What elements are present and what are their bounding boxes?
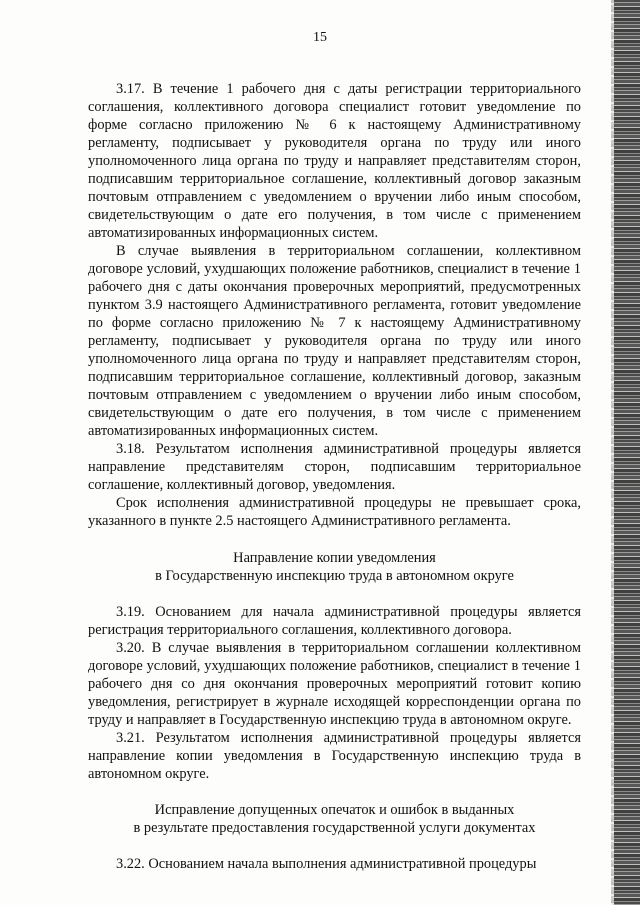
document-body [88,80,581,873]
paragraph-case: В случае выявления в территориальном соглашении, коллективном договоре условий, ухудшающих положение работников, специалист в течение 1 рабочего дня с даты окончания проверочных мероприятий, предусмотренных пунктом 3.9 настоящего Административного регламента, готовит уведомление по форме согласно приложению № 7 к настоящему Административному регламенту, подписывает у руководителя органа по труду или иного уполномоченного лица органа по труду и направляет представителям сторон, подписавшим территориальное соглашение, коллективный договор, заказным почтовым отправлением с уведомлением о вручении либо иным способом, свидетельствующим о дате его получения, в том числе с применением автоматизированных информационных систем. [88,243,581,439]
section-heading-2-line-1: Исправление допущенных опечаток и ошибок в выданных [154,802,515,818]
paragraph-3-21: 3.21. Результатом исполнения административной процедуры является направление копии уведомления в Государственную инспекцию труда в автономном округе. [88,730,581,782]
section-heading-line-1: Направление копии уведомления [233,550,436,566]
paragraph-term: Срок исполнения административной процедуры не превышает срока, указанного в пункте 2.5 настоящего Административного регламента. [88,495,581,529]
paragraph-3-22: 3.22. Основанием начала выполнения административной процедуры [116,856,537,872]
paragraph-3-19: 3.19. Основанием для начала административной процедуры является регистрация территориального соглашения, коллективного договора. [88,604,581,638]
page-number: 15 [313,30,327,45]
section-heading-line-2: в Государственную инспекцию труда в автономном округе [155,568,514,584]
paragraph-3-20: 3.20. В случае выявления в территориальном соглашении коллективном договоре условий, ухудшающих положение работников, специалист в течение 1 рабочего дня со дня окончания проверочных мероприятий готовит копию уведомления, регистрирует в журнале исходящей корреспонденции органа по труду и направляет в Государственную инспекцию труда в автономном округе. [88,640,581,728]
section-heading-2-line-2: в результате предоставления государственной услуги документах [133,820,536,836]
paragraph-3-18: 3.18. Результатом исполнения административной процедуры является направление представителям сторон, подписавшим территориальное соглашение, коллективный договор, уведомления. [88,441,581,493]
scan-edge [614,0,640,905]
paragraph-3-17: 3.17. В течение 1 рабочего дня с даты регистрации территориального соглашения, коллективного договора специалист готовит уведомление по форме согласно приложению № 6 к настоящему Административному регламенту, подписывает у руководителя органа по труду или иного уполномоченного лица органа по труду и направляет представителям сторон, подписавшим территориальное соглашение, коллективный договор заказным почтовым отправлением с уведомлением о вручении либо иным способом, свидетельствующим о дате его получения, в том числе с применением автоматизированных информационных систем. [88,81,581,241]
